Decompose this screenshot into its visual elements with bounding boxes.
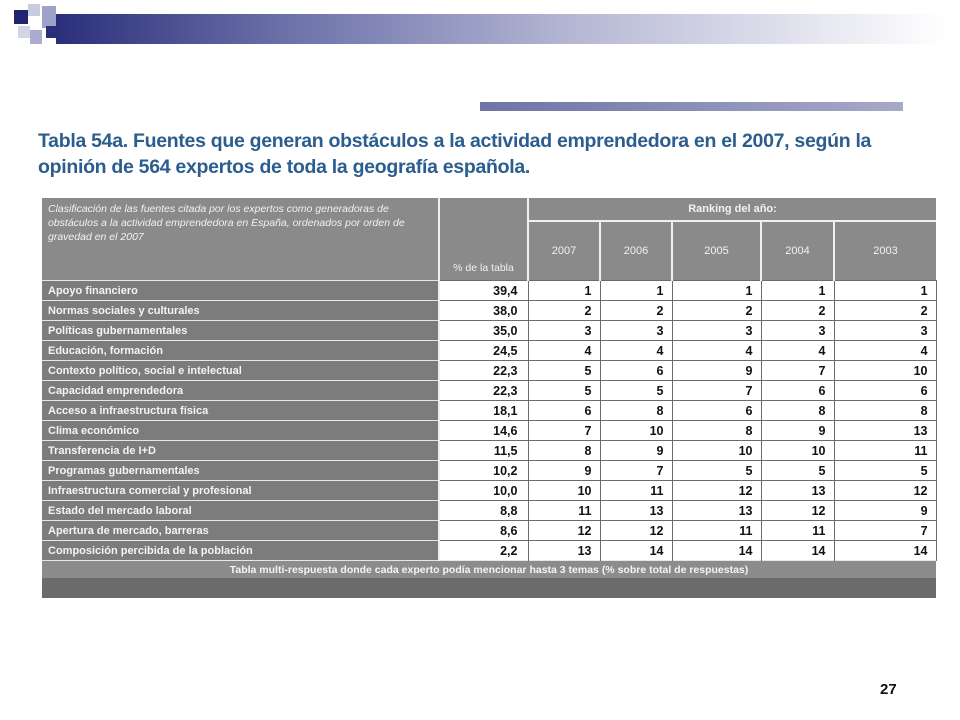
rank-cell: 3 xyxy=(834,321,936,341)
table-row xyxy=(42,321,936,341)
row-percent: 11,5 xyxy=(439,441,528,461)
decor-square-navy-2 xyxy=(46,26,56,38)
row-label: Transferencia de I+D xyxy=(42,441,439,461)
rank-cell: 10 xyxy=(600,421,672,441)
rank-cell: 14 xyxy=(761,541,834,561)
row-label: Capacidad emprendedora xyxy=(42,381,439,401)
rank-cell: 4 xyxy=(528,341,600,361)
rank-cell: 7 xyxy=(600,461,672,481)
table-row xyxy=(42,501,936,521)
header-year: 2005 xyxy=(672,221,761,281)
rank-cell: 2 xyxy=(672,301,761,321)
table-row xyxy=(42,541,936,561)
row-label: Clima económico xyxy=(42,421,439,441)
decor-square-navy xyxy=(14,10,28,24)
rank-cell: 9 xyxy=(528,461,600,481)
rank-cell: 6 xyxy=(600,361,672,381)
rank-cell: 9 xyxy=(672,361,761,381)
rank-cell: 6 xyxy=(672,401,761,421)
rank-cell: 6 xyxy=(834,381,936,401)
header-year: 2007 xyxy=(528,221,600,281)
row-label: Programas gubernamentales xyxy=(42,461,439,481)
rank-cell: 1 xyxy=(528,281,600,301)
table-row xyxy=(42,421,936,441)
page-number: 27 xyxy=(880,681,897,698)
table-row xyxy=(42,461,936,481)
header-year: 2003 xyxy=(834,221,936,281)
decor-square-light-2 xyxy=(18,26,30,38)
row-percent: 39,4 xyxy=(439,281,528,301)
row-label: Contexto político, social e intelectual xyxy=(42,361,439,381)
table-row xyxy=(42,401,936,421)
rank-cell: 8 xyxy=(761,401,834,421)
rank-cell: 3 xyxy=(528,321,600,341)
row-percent: 10,0 xyxy=(439,481,528,501)
rank-cell: 3 xyxy=(761,321,834,341)
row-percent: 8,6 xyxy=(439,521,528,541)
rank-cell: 11 xyxy=(600,481,672,501)
header-year: 2006 xyxy=(600,221,672,281)
table-footnote: Tabla multi-respuesta donde cada experto podía mencionar hasta 3 temas (% sobre total de respuestas) xyxy=(42,561,936,579)
rank-cell: 11 xyxy=(761,521,834,541)
rank-cell: 9 xyxy=(761,421,834,441)
rank-cell: 10 xyxy=(761,441,834,461)
row-label: Apertura de mercado, barreras xyxy=(42,521,439,541)
table-row xyxy=(42,381,936,401)
table-row xyxy=(42,341,936,361)
rank-cell: 10 xyxy=(672,441,761,461)
rank-cell: 6 xyxy=(761,381,834,401)
header-classification: Clasificación de las fuentes citada por los expertos como generadoras de obstáculos a la actividad emprendedora en España, ordenados por orden de gravedad en el 2007 xyxy=(42,198,439,281)
header-percent: % de la tabla xyxy=(439,198,528,281)
row-percent: 8,8 xyxy=(439,501,528,521)
rank-cell: 12 xyxy=(834,481,936,501)
rank-cell: 11 xyxy=(834,441,936,461)
rank-cell: 7 xyxy=(761,361,834,381)
table-row xyxy=(42,481,936,501)
obstacles-table xyxy=(42,198,937,578)
rank-cell: 4 xyxy=(834,341,936,361)
rank-cell: 7 xyxy=(672,381,761,401)
rank-cell: 3 xyxy=(672,321,761,341)
rank-cell: 5 xyxy=(600,381,672,401)
rank-cell: 13 xyxy=(600,501,672,521)
row-label: Infraestructura comercial y profesional xyxy=(42,481,439,501)
rank-cell: 2 xyxy=(834,301,936,321)
accent-bar xyxy=(480,102,903,111)
rank-cell: 14 xyxy=(672,541,761,561)
rank-cell: 14 xyxy=(834,541,936,561)
rank-cell: 8 xyxy=(600,401,672,421)
row-percent: 35,0 xyxy=(439,321,528,341)
decor-square-mid xyxy=(42,6,56,28)
rank-cell: 1 xyxy=(761,281,834,301)
rank-cell: 12 xyxy=(761,501,834,521)
rank-cell: 13 xyxy=(528,541,600,561)
rank-cell: 9 xyxy=(600,441,672,461)
row-label: Composición percibida de la población xyxy=(42,541,439,561)
rank-cell: 8 xyxy=(834,401,936,421)
rank-cell: 13 xyxy=(834,421,936,441)
row-label: Políticas gubernamentales xyxy=(42,321,439,341)
row-label: Estado del mercado laboral xyxy=(42,501,439,521)
rank-cell: 5 xyxy=(834,461,936,481)
rank-cell: 9 xyxy=(834,501,936,521)
rank-cell: 14 xyxy=(600,541,672,561)
rank-cell: 13 xyxy=(672,501,761,521)
rank-cell: 5 xyxy=(672,461,761,481)
table-row xyxy=(42,281,936,301)
rank-cell: 2 xyxy=(528,301,600,321)
row-percent: 2,2 xyxy=(439,541,528,561)
header-gradient-bar xyxy=(56,14,946,44)
rank-cell: 2 xyxy=(600,301,672,321)
rank-cell: 8 xyxy=(528,441,600,461)
rank-cell: 4 xyxy=(761,341,834,361)
rank-cell: 10 xyxy=(528,481,600,501)
rank-cell: 12 xyxy=(600,521,672,541)
rank-cell: 7 xyxy=(834,521,936,541)
row-percent: 18,1 xyxy=(439,401,528,421)
rank-cell: 4 xyxy=(672,341,761,361)
rank-cell: 1 xyxy=(600,281,672,301)
slide-title: Tabla 54a. Fuentes que generan obstáculos a la actividad emprendedora en el 2007, según la opinión de 564 expertos de toda la geografía española. xyxy=(38,130,872,178)
rank-cell: 1 xyxy=(834,281,936,301)
rank-cell: 3 xyxy=(600,321,672,341)
rank-cell: 5 xyxy=(528,361,600,381)
row-percent: 10,2 xyxy=(439,461,528,481)
rank-cell: 7 xyxy=(528,421,600,441)
row-percent: 24,5 xyxy=(439,341,528,361)
table-row xyxy=(42,361,936,381)
rank-cell: 11 xyxy=(672,521,761,541)
row-label: Educación, formación xyxy=(42,341,439,361)
rank-cell: 10 xyxy=(834,361,936,381)
obstacles-table-container xyxy=(42,198,936,598)
row-label: Apoyo financiero xyxy=(42,281,439,301)
rank-cell: 1 xyxy=(672,281,761,301)
rank-cell: 12 xyxy=(528,521,600,541)
rank-cell: 6 xyxy=(528,401,600,421)
rank-cell: 8 xyxy=(672,421,761,441)
row-percent: 14,6 xyxy=(439,421,528,441)
table-row xyxy=(42,521,936,541)
rank-cell: 11 xyxy=(528,501,600,521)
row-percent: 38,0 xyxy=(439,301,528,321)
decor-square-light xyxy=(28,4,40,16)
row-percent: 22,3 xyxy=(439,361,528,381)
header-year: 2004 xyxy=(761,221,834,281)
rank-cell: 13 xyxy=(761,481,834,501)
row-label: Acceso a infraestructura física xyxy=(42,401,439,421)
decor-square-mid-2 xyxy=(30,30,42,44)
rank-cell: 5 xyxy=(528,381,600,401)
row-label: Normas sociales y culturales xyxy=(42,301,439,321)
row-percent: 22,3 xyxy=(439,381,528,401)
table-row xyxy=(42,301,936,321)
rank-cell: 12 xyxy=(672,481,761,501)
rank-cell: 2 xyxy=(761,301,834,321)
header-ranking: Ranking del año: xyxy=(528,198,936,221)
table-row xyxy=(42,441,936,461)
rank-cell: 5 xyxy=(761,461,834,481)
rank-cell: 4 xyxy=(600,341,672,361)
